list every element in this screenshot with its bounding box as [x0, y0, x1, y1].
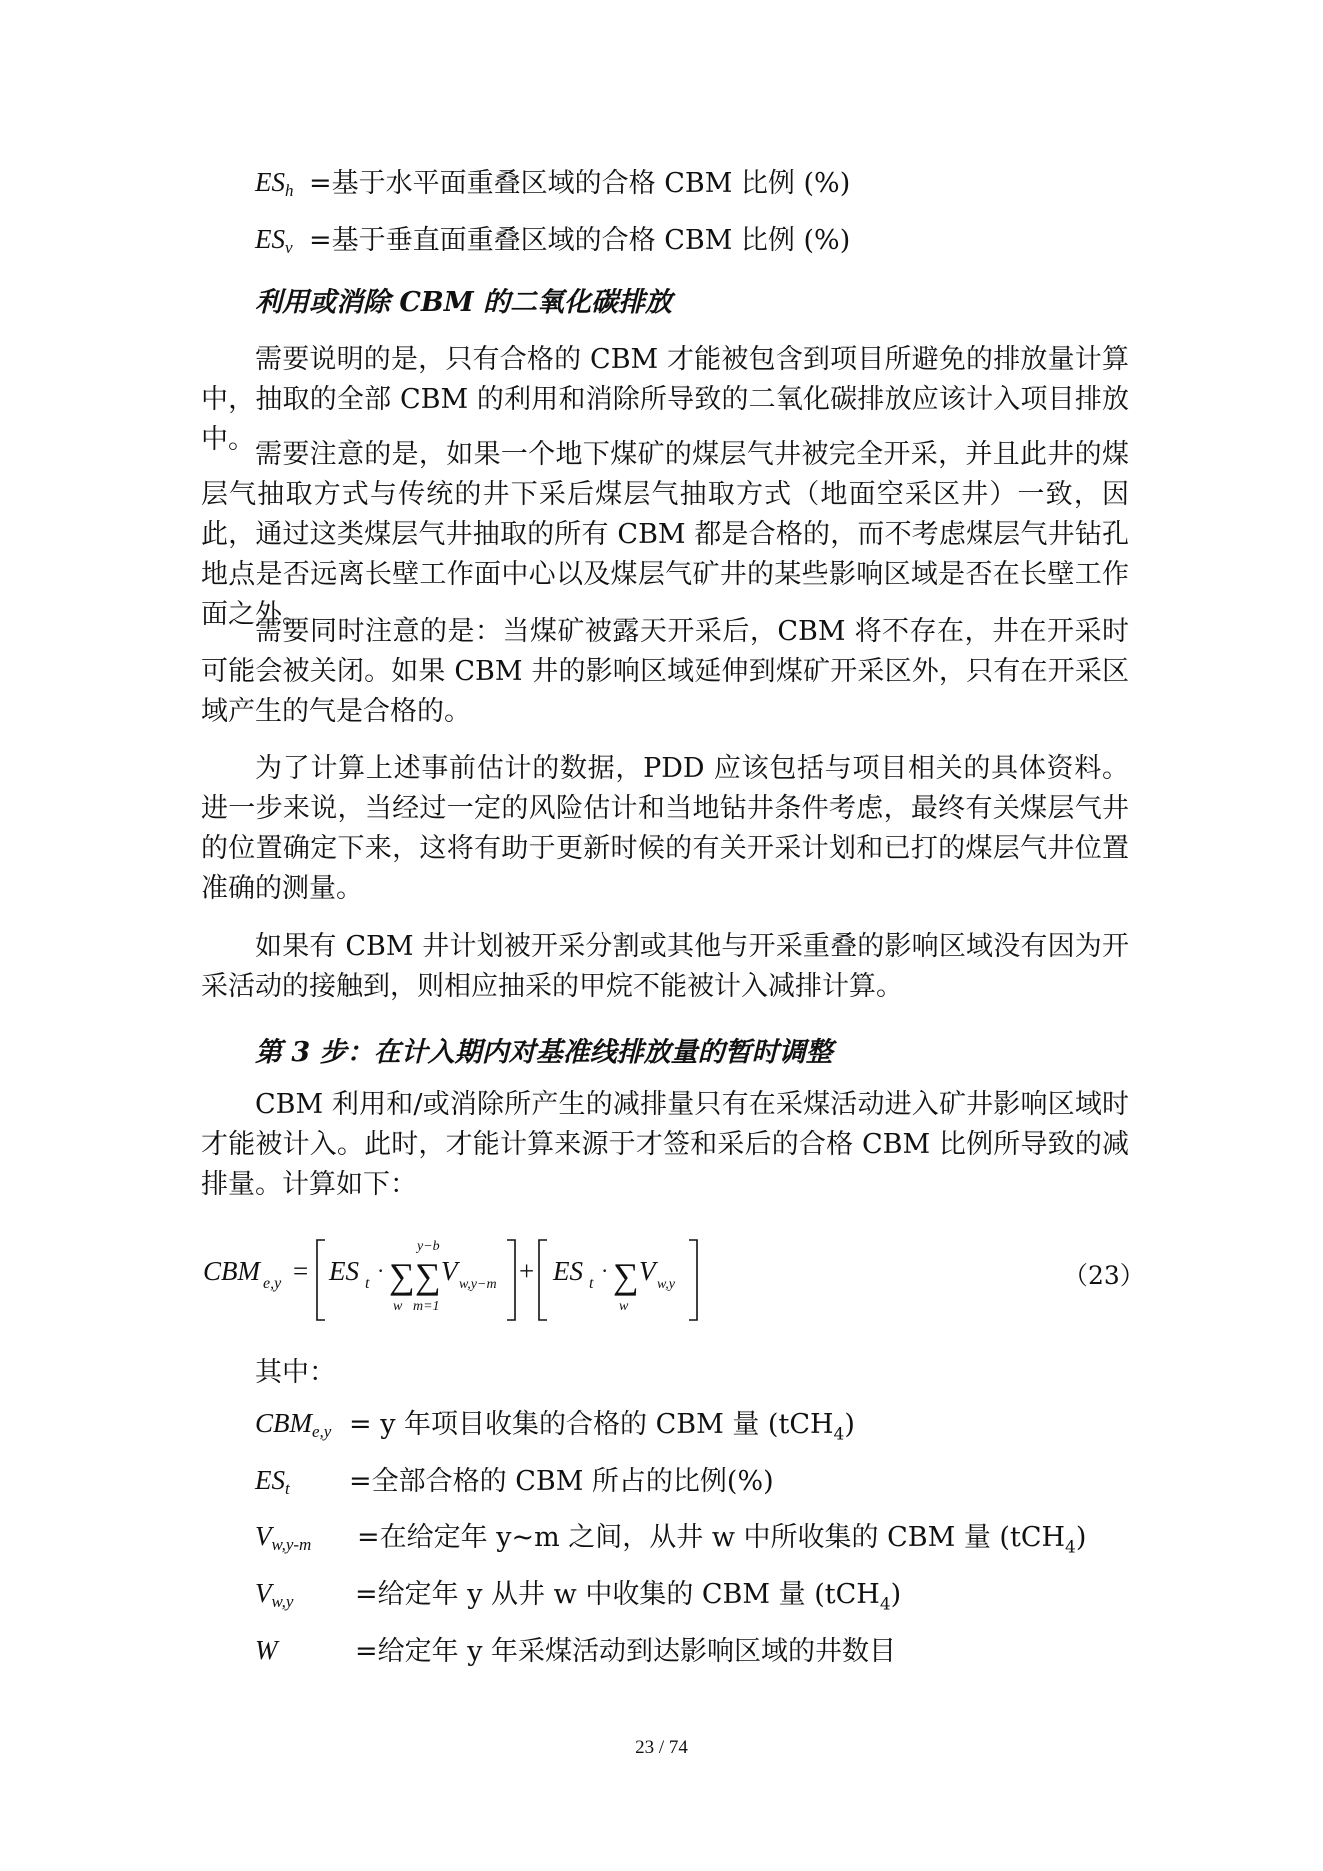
- definition-w: =给定年 y 年采煤活动到达影响区域的井数目: [355, 1636, 897, 1667]
- paragraph-5: 如果有 CBM 井计划被开采分割或其他与开采重叠的影响区域没有因为开采活动的接触到，则相应抽采的甲烷不能被计入减排计算。: [201, 931, 1129, 1002]
- svg-text:∑: ∑: [415, 1256, 441, 1296]
- paragraph-1: 需要说明的是，只有合格的 CBM 才能被包含到项目所避免的排放量计算中，抽取的全部 CBM 的利用和消除所导致的二氧化碳排放应该计入项目排放中。: [201, 344, 1129, 455]
- definition-cbm-ey: = y 年项目收集的合格的 CBM 量 (tCH$_4$): [349, 1409, 855, 1445]
- formula-sum-lower: m=1: [413, 1299, 440, 1314]
- formula-sum-w-2: w: [619, 1299, 629, 1314]
- formula-es-sub-2: t: [589, 1275, 594, 1292]
- formula-sum-w-1: w: [393, 1299, 403, 1314]
- symbol-cbm-ey: $CBM_{e,y}$: [255, 1408, 332, 1441]
- where-label: 其中：: [255, 1357, 336, 1388]
- definition-es-t: =全部合格的 CBM 所占的比例(%): [349, 1466, 774, 1497]
- definition-es-h: =基于水平面重叠区域的合格 CBM 比例 (%): [309, 168, 851, 199]
- paragraph-2: 需要注意的是，如果一个地下煤矿的煤层气井被完全开采，并且此井的煤层气抽取方式与传统的井下采后煤层气抽取方式（地面空采区井）一致，因此，通过这类煤层气井抽取的所有 CBM 都是合格的，而不考虑煤层气井钻孔地点是否远离长壁工作面中心以及煤层气矿井的某些影响区域是否在长壁工作面之外。: [201, 439, 1129, 630]
- svg-text:∑: ∑: [613, 1256, 639, 1296]
- paragraph-step-3: CBM 利用和/或消除所产生的减排量只有在采煤活动进入矿井影响区域时才能被计入。此时，才能计算来源于才签和采后的合格 CBM 比例所导致的减排量。计算如下：: [201, 1089, 1129, 1200]
- formula-23: [201, 1228, 1129, 1328]
- svg-text:·: ·: [377, 1258, 385, 1283]
- paragraph-3: 需要同时注意的是：当煤矿被露天开采后，CBM 将不存在，井在开采时可能会被关闭。如果 CBM 井的影响区域延伸到煤矿开采区外，只有在开采区域产生的气是合格的。: [201, 616, 1129, 727]
- formula-lhs: CBM: [203, 1256, 260, 1286]
- formula-sum-upper: y−b: [417, 1239, 440, 1254]
- formula-v-2: V: [639, 1256, 656, 1286]
- symbol-v-wy: $V_{w,y}$: [255, 1578, 294, 1611]
- symbol-es-t: $ES_t$: [255, 1465, 290, 1498]
- definition-v-wym: =在给定年 y~m 之间，从井 w 中所收集的 CBM 量 (tCH$_4$): [357, 1522, 1087, 1558]
- paragraph-4: 为了计算上述事前估计的数据，PDD 应该包括与项目相关的具体资料。进一步来说，当经过一定的风险估计和当地钻井条件考虑，最终有关煤层气井的位置确定下来，这将有助于更新时候的有关开采计划和已打的煤层气井位置准确的测量。: [201, 753, 1129, 904]
- formula-lhs-sub: e,y: [263, 1275, 282, 1292]
- formula-v-1: V: [441, 1256, 458, 1286]
- symbol-w: W: [255, 1635, 278, 1665]
- section-heading-step-3: 第 3 步：在计入期内对基准线排放量的暂时调整: [255, 1037, 833, 1068]
- definition-v-wy: =给定年 y 从井 w 中收集的 CBM 量 (tCH$_4$): [355, 1579, 902, 1615]
- equation-number: （23）: [1063, 1261, 1145, 1290]
- svg-text:=: =: [293, 1256, 309, 1286]
- formula-es-1: ES: [329, 1256, 359, 1286]
- formula-v-sub-2: w,y: [657, 1277, 676, 1292]
- svg-text:∑: ∑: [389, 1256, 415, 1296]
- section-heading-co2-emissions: 利用或消除 CBM 的二氧化碳排放: [255, 287, 672, 318]
- formula-es-2: ES: [553, 1256, 583, 1286]
- symbol-v-wym: $V_{w,y-m}$: [255, 1521, 312, 1554]
- symbol-es-h: $ES_h$: [255, 167, 294, 200]
- page-number: 23 / 74: [635, 1737, 688, 1758]
- symbol-es-v: $ES_v$: [255, 224, 293, 257]
- svg-text:·: ·: [601, 1258, 609, 1283]
- definition-es-v: =基于垂直面重叠区域的合格 CBM 比例 (%): [309, 225, 851, 256]
- formula-es-sub-1: t: [365, 1275, 370, 1292]
- formula-v-sub-1: w,y−m: [459, 1277, 497, 1292]
- svg-text:+: +: [519, 1256, 535, 1286]
